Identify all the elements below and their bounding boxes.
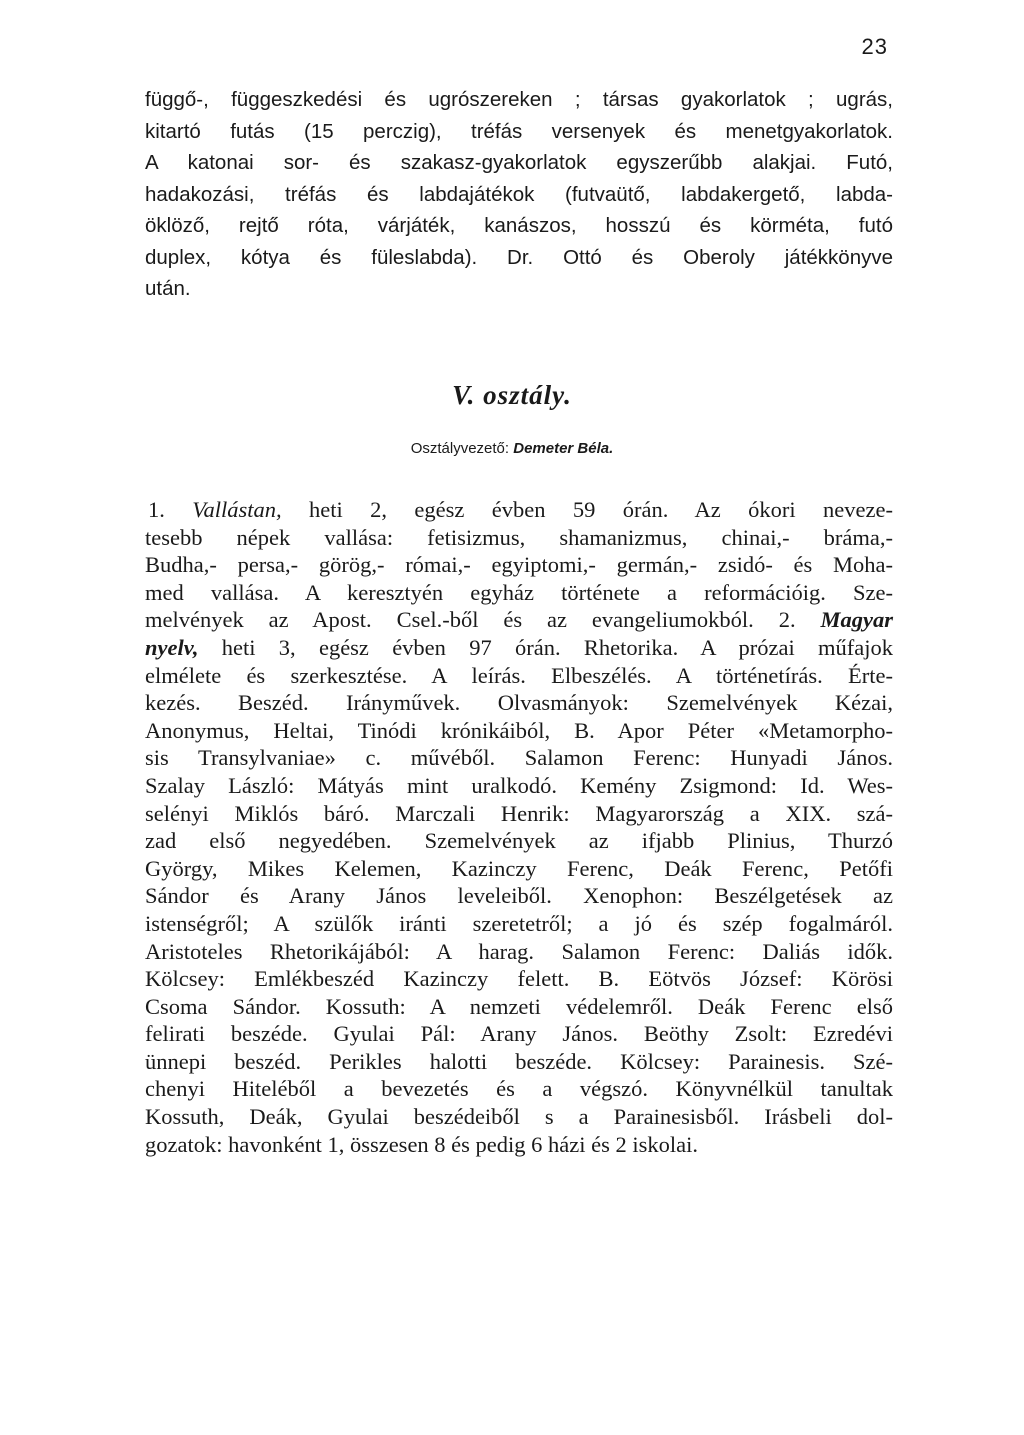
text-line: istenségről; A szülők iránti szeretetről; a jó és szép fogalmáról.	[145, 910, 893, 936]
text-run: 1.	[148, 497, 193, 522]
text-line: kezés. Beszéd. Irányművek. Olvasmányok: Szemelvények Kézai,	[145, 690, 893, 716]
text-line: György, Mikes Kelemen, Kazinczy Ferenc, Deák Ferenc, Petőfi	[145, 855, 893, 881]
text-run: heti 2, egész évben 59 órán. Az ókori neveze-	[281, 497, 893, 522]
text-line: med vallása. A keresztyén egyház története a reformációig. Sze-	[145, 579, 893, 605]
text-line: Budha,- persa,- görög,- római,- egyiptomi,- germán,- zsidó- és Moha-	[145, 552, 893, 578]
text-line: A katonai sor- és szakasz-gyakorlatok egyszerűbb alakjai. Futó,	[145, 151, 893, 174]
text-line: selényi Miklós báró. Marczali Henrik: Magyarország a XIX. szá-	[145, 800, 893, 826]
text-line: chenyi Hiteléből a bevezetés és a végszó. Könyvnélkül tanultak	[145, 1076, 893, 1102]
text-line: kitartó futás (15 perczig), tréfás versenyek és menetgyakorlatok.	[145, 119, 893, 143]
text-line: Szalay László: Mátyás mint uralkodó. Kemény Zsigmond: Id. Wes-	[145, 772, 893, 798]
text-line: Csoma Sándor. Kossuth: A nemzeti védelemről. Deák Ferenc első	[145, 993, 893, 1019]
text-line: tesebb népek vallása: fetisizmus, shamanizmus, chinai,- bráma,-	[145, 524, 893, 550]
text-line	[145, 634, 893, 662]
text-line	[145, 606, 893, 634]
text-line: gozatok: havonként 1, összesen 8 és pedig 6 házi és 2 iskolai.	[145, 1131, 698, 1157]
page-number: 23	[861, 34, 888, 59]
text-line	[145, 496, 893, 524]
text-line: hadakozási, tréfás és labdajátékok (futvaütő, labdakergető, labda-	[145, 182, 893, 206]
text-line: után.	[145, 277, 191, 300]
text-run: melvények az Apost. Csel.-ből és az evangeliumokból. 2.	[145, 607, 821, 633]
text-line: öklöző, rejtő róta, várjáték, kanászos, hosszú és körméta, futó	[145, 214, 893, 237]
section-title: V. osztály.	[452, 380, 572, 410]
text-line: ünnepi beszéd. Perikles halotti beszéde. Kölcsey: Parainesis. Szé-	[145, 1048, 893, 1074]
class-head-line	[0, 440, 1024, 457]
text-line: elmélete és szerkesztése. A leírás. Elbeszélés. A történetírás. Érte-	[145, 662, 893, 688]
text-line: Kossuth, Deák, Gyulai beszédeiből s a Parainesisből. Irásbeli dol-	[145, 1104, 893, 1130]
text-line: sis Transylvaniae» c. művéből. Salamon Ferenc: Hunyadi János.	[145, 745, 893, 771]
text-line: zad első negyedében. Szemelvények az ifjabb Plinius, Thurzó	[145, 828, 893, 854]
text-run: heti 3, egész évben 97 órán. Rhetorika. A prózai műfajok	[198, 634, 893, 660]
text-line: Aristoteles Rhetorikájából: A harag. Salamon Ferenc: Daliás idők.	[145, 938, 893, 964]
text-line: Kölcsey: Emlékbeszéd Kazinczy felett. B. Eötvös József: Körösi	[145, 966, 893, 992]
text-line: Sándor és Arany János leveleiből. Xenophon: Beszélgetések az	[145, 883, 893, 909]
paragraph-top	[145, 84, 893, 305]
text-line: felirati beszéde. Gyulai Pál: Arany János. Beöthy Zsolt: Ezredévi	[145, 1021, 893, 1047]
subject-name: Vallástan,	[192, 497, 282, 522]
subject-name: nyelv,	[145, 634, 199, 660]
text-line: Anonymus, Heltai, Tinódi krónikáiból, B. Apor Péter «Metamorpho-	[145, 717, 893, 743]
text-line: függő-, függeszkedési és ugrószereken ; társas gyakorlatok ; ugrás,	[145, 88, 893, 111]
subject-name: Magyar	[820, 607, 893, 633]
paragraph-main	[145, 496, 893, 1158]
text-line: duplex, kótya és füleslabda). Dr. Ottó és Oberoly játékkönyve	[145, 245, 893, 269]
class-head-label: Osztályvezető:	[410, 440, 510, 457]
class-head-name: Demeter Béla.	[513, 440, 614, 457]
